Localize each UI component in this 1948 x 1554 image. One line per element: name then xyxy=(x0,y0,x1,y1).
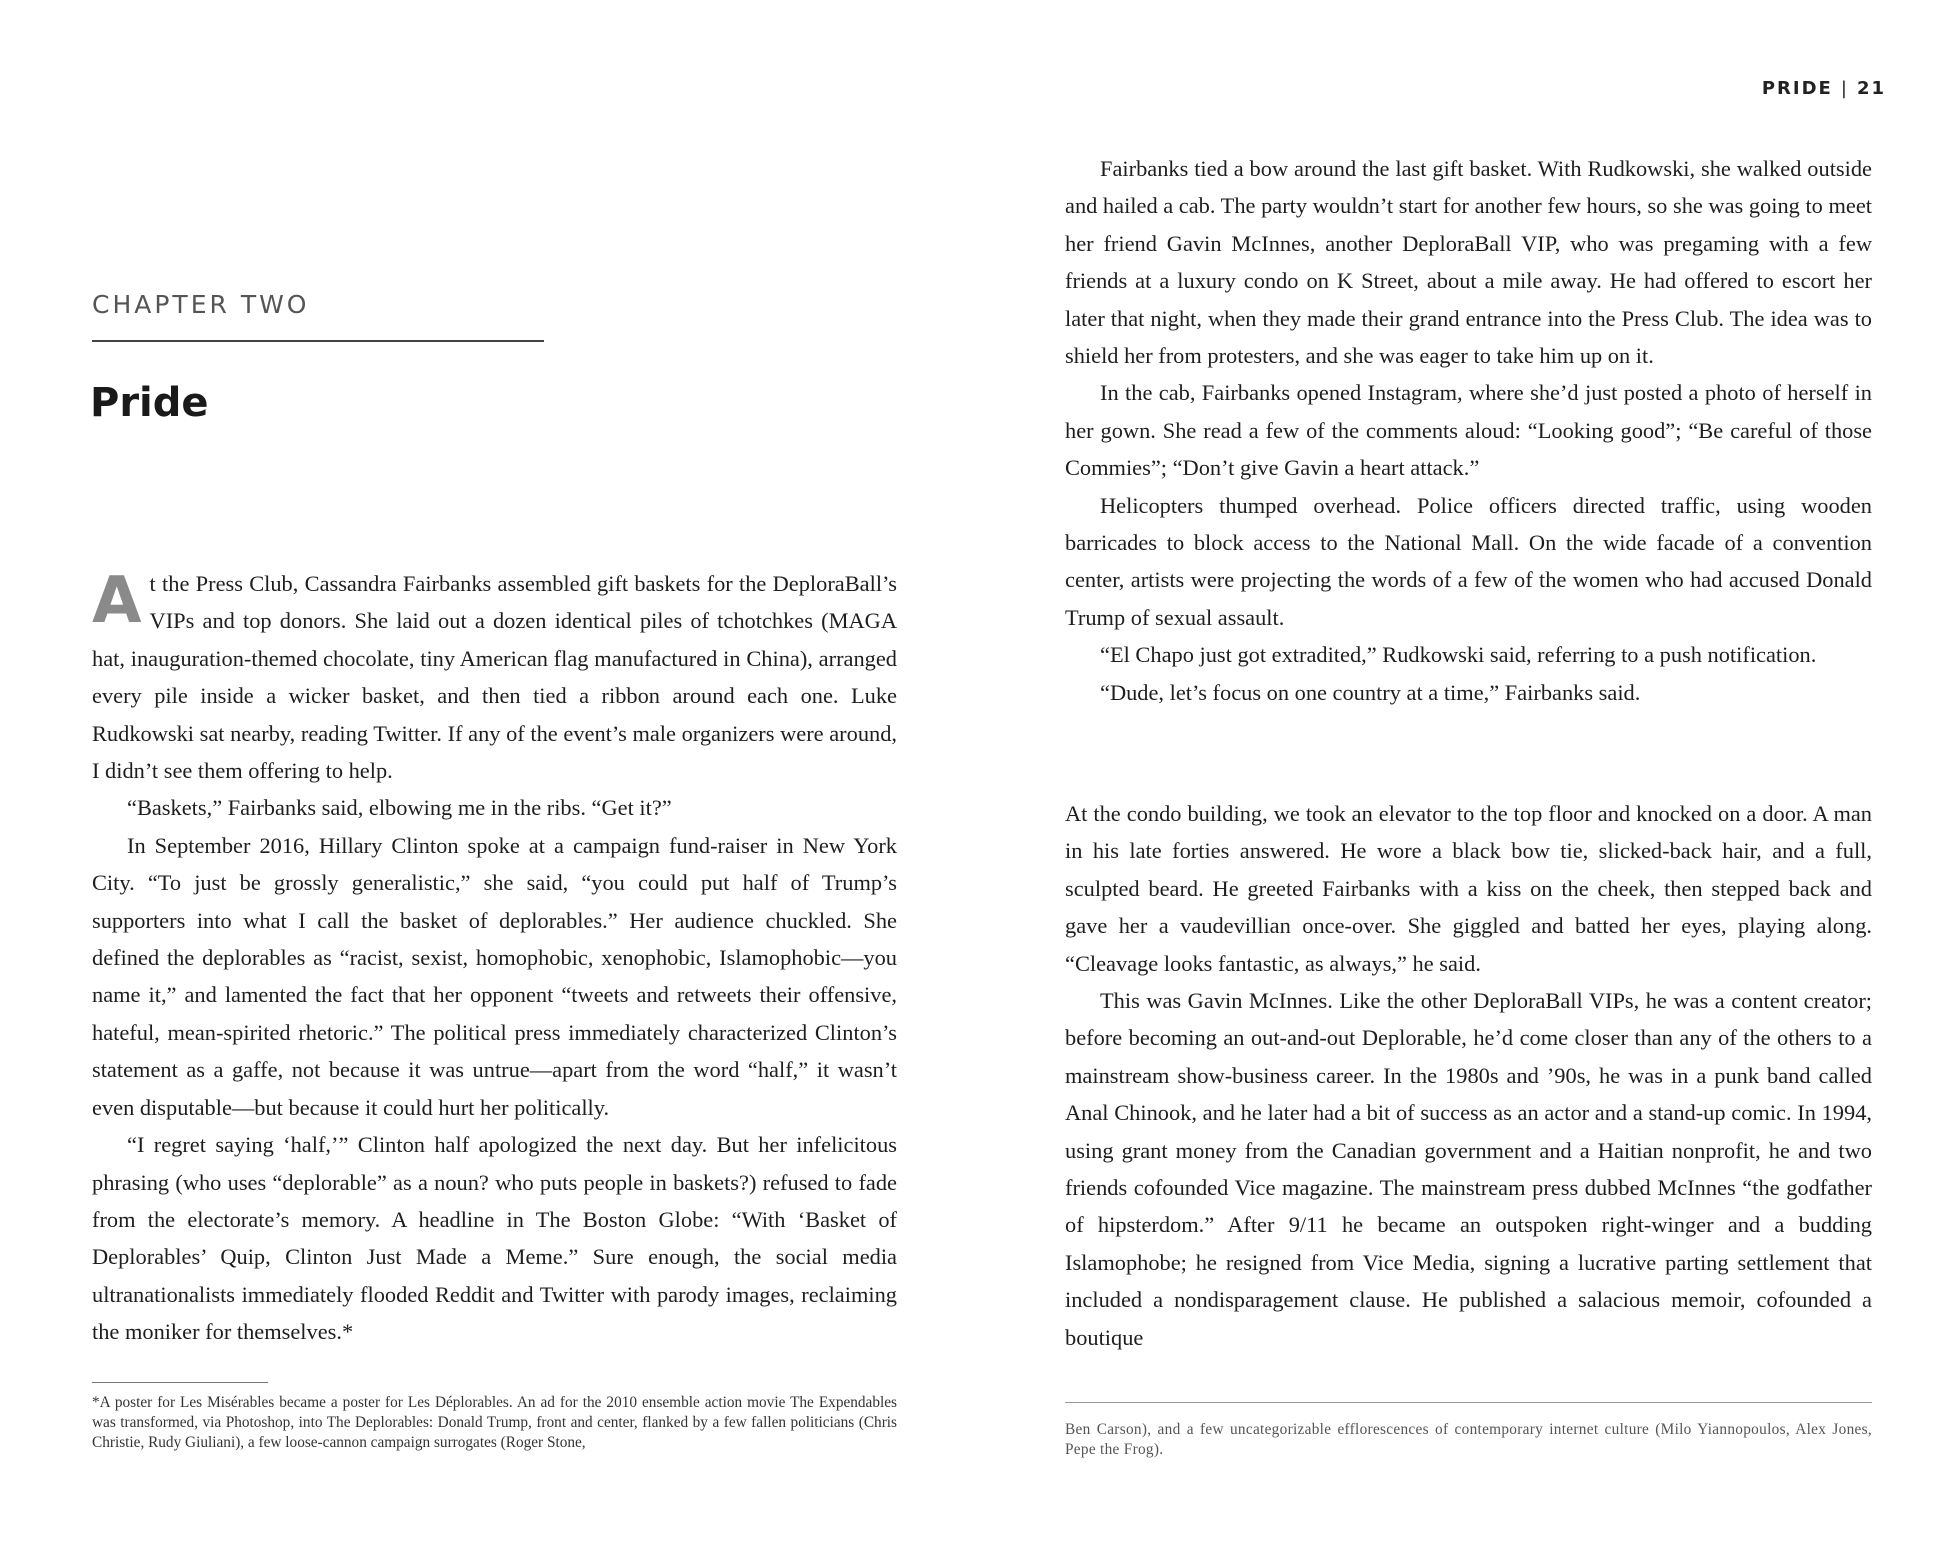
right-body-text xyxy=(1065,150,1872,711)
paragraph: In September 2016, Hillary Clinton spoke at a campaign fund-raiser in New York City. “To just be grossly generalistic,” she said, “you could put half of Trump’s supporters into what I call the basket of deplorables.” Her audience chuckled. She defined the deplorables as “racist, sexist, homophobic, xenophobic, Islamophobic—you name it,” and lamented the fact that her opponent “tweets and retweets their offensive, hateful, mean-spirited rhetoric.” The political press immediately characterized Clinton’s statement as a gaffe, not because it was untrue—apart from the word “half,” it wasn’t even disputable—but because it could hurt her politically. xyxy=(92,832,897,1120)
left-body-text xyxy=(92,565,897,1351)
footnote: Ben Carson), and a few uncategorizable efflorescences of contemporary internet culture (Milo Yiannopoulos, Alex Jones, Pepe the Frog). xyxy=(1065,1421,1872,1458)
section-after-break xyxy=(1065,795,1872,1356)
footnote-rule xyxy=(92,1382,268,1383)
drop-cap: A xyxy=(92,564,142,638)
running-head-title: PRIDE xyxy=(1761,78,1833,99)
chapter-label: CHAPTER TWO xyxy=(92,290,310,319)
paragraph: This was Gavin McInnes. Like the other DeploraBall VIPs, he was a content creator; before becoming an out-and-out Deplorable, he’d come closer than any of the others to a mainstream show-business career. In the 1980s and ’90s, he was in a punk band called Anal Chinook, and he later had a bit of success as an actor and a stand-up comic. In 1994, using grant money from the Canadian government and a Haitian nonprofit, he and two friends cofounded Vice magazine. The mainstream press dubbed McInnes “the godfather of hipsterdom.” After 9/11 he became an outspoken right-winger and a budding Islamophobe; he resigned from Vice Media, signing a lucrative parting settlement that included a nondisparagement clause. He published a salacious memoir, cofounded a boutique xyxy=(1065,988,1872,1350)
footnote-rule xyxy=(1065,1402,1872,1403)
paragraph: “I regret saying ‘half,’” Clinton half apologized the next day. But her infelicitous phrasing (who uses “deplorable” as a noun? who puts people in baskets?) refused to fade from the electorate’s memory. A headline in The Boston Globe: “With ‘Basket of Deplorables’ Quip, Clinton Just Made a Meme.” Sure enough, the social media ultranationalists immediately flooded Reddit and Twitter with parody images, reclaiming the moniker for themselves.* xyxy=(92,1132,897,1345)
footnote: *A poster for Les Misérables became a poster for Les Déplorables. An ad for the 2010 ensemble action movie The Expendables was transformed, via Photoshop, into The Deplorables: Donald Trump, front and center, flanked by a few fallen politicians (Chris Christie, Rudy Giuliani), a few loose-cannon campaign surrogates (Roger Stone, xyxy=(92,1394,897,1451)
chapter-title: Pride xyxy=(90,380,209,426)
paragraph: “Dude, let’s focus on one country at a time,” Fairbanks said. xyxy=(1100,679,1641,705)
right-page xyxy=(974,0,1948,1554)
paragraph: Fairbanks tied a bow around the last gift basket. With Rudkowski, she walked outside and hailed a cab. The party wouldn’t start for another few hours, so she was going to meet her friend Gavin McInnes, another DeploraBall VIP, who was pregaming with a few friends at a luxury condo on K Street, about a mile away. He had offered to escort her later that night, when they made their grand entrance into the Press Club. The idea was to shield her from protesters, and she was eager to take him up on it. xyxy=(1065,156,1872,369)
page-number: 21 xyxy=(1856,78,1886,99)
paragraph xyxy=(92,565,897,789)
paragraph: “El Chapo just got extradited,” Rudkowski said, referring to a push notification. xyxy=(1100,642,1817,668)
paragraph: Helicopters thumped overhead. Police officers directed traffic, using wooden barricades to block access to the National Mall. On the wide facade of a convention center, artists were projecting the words of a few of the women who had accused Donald Trump of sexual assault. xyxy=(1065,492,1872,630)
paragraph: “Baskets,” Fairbanks said, elbowing me in the ribs. “Get it?” xyxy=(127,795,672,821)
paragraph: At the condo building, we took an elevator to the top floor and knocked on a door. A man in his late forties answered. He wore a black bow tie, slicked-back hair, and a full, sculpted beard. He greeted Fairbanks with a kiss on the cheek, then stepped back and gave her a vaudevillian once-over. She giggled and batted her eyes, playing along. “Cleavage looks fantastic, as always,” he said. xyxy=(1065,801,1872,976)
paragraph: In the cab, Fairbanks opened Instagram, where she’d just posted a photo of herself in her gown. She read a few of the comments aloud: “Looking good”; “Be careful of those Commies”; “Don’t give Gavin a heart attack.” xyxy=(1065,380,1872,481)
running-head xyxy=(1762,78,1886,99)
running-head-separator: | xyxy=(1840,78,1849,99)
paragraph-text: t the Press Club, Cassandra Fairbanks assembled gift baskets for the DeploraBall’s VIPs and top donors. She laid out a dozen identical piles of tchotchkes (MAGA hat, inauguration-themed chocolate, tiny American flag manufactured in China), arranged every pile inside a wicker basket, and then tied a ribbon around each one. Luke Rudkowski sat nearby, reading Twitter. If any of the event’s male organizers were around, I didn’t see them offering to help. xyxy=(92,571,897,784)
chapter-rule xyxy=(92,340,544,342)
